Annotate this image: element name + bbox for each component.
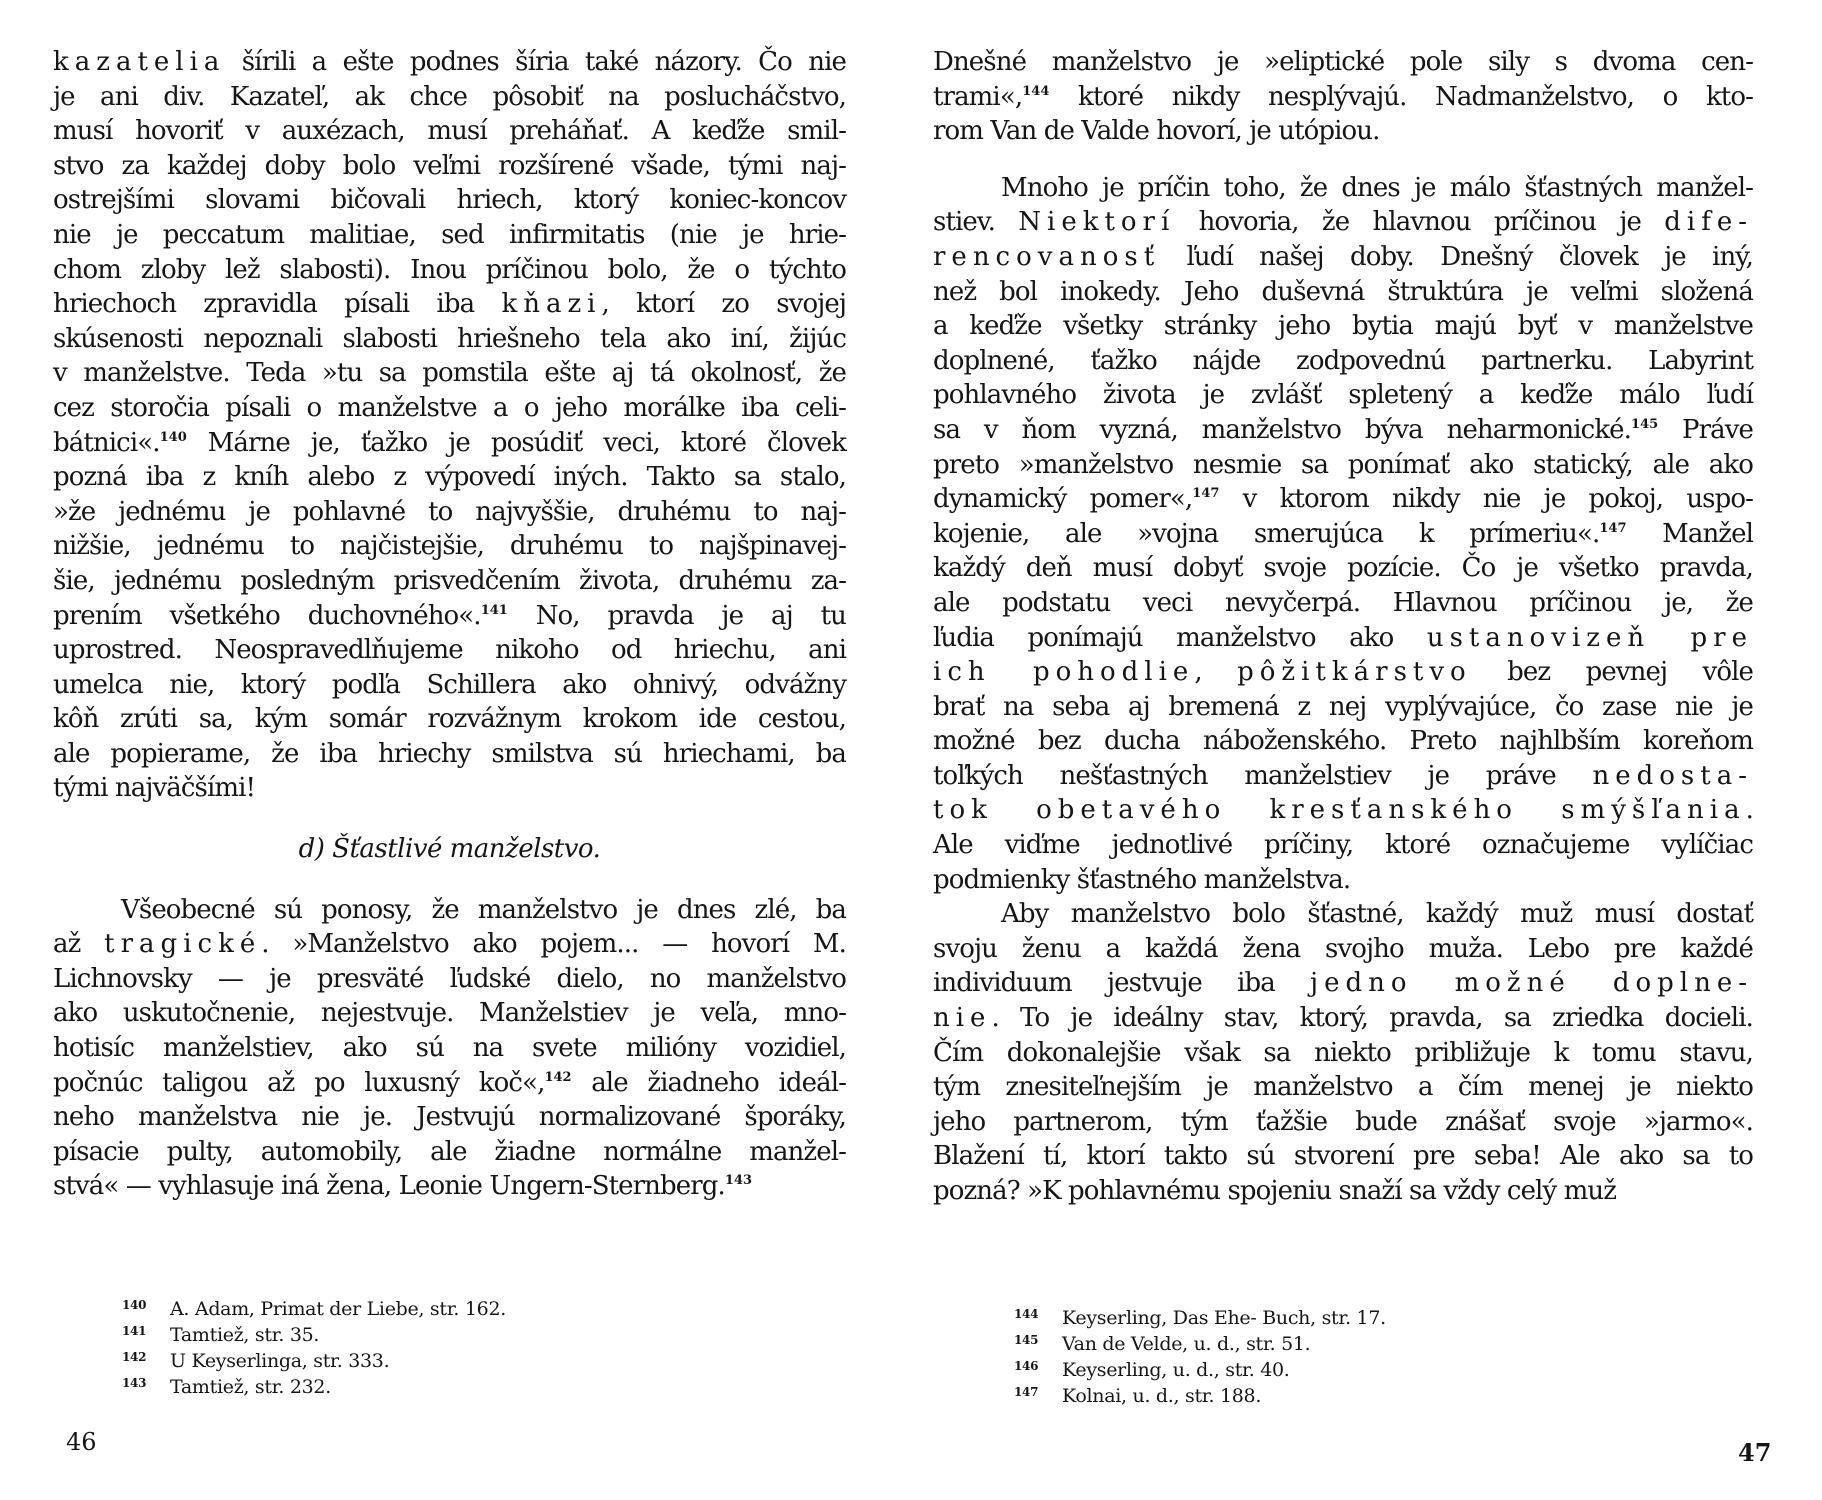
text-line: ako uskutočnenie, nejestvuje. Manželstiev je veľa, mno- <box>53 998 846 1029</box>
text-line <box>933 966 1753 1001</box>
footnote-reference[interactable]: 147 <box>1599 520 1627 536</box>
text-line <box>53 287 846 322</box>
footnote-number: 142 <box>122 1350 147 1364</box>
footnote-text: A. Adam, Primat der Liebe, str. 162. <box>170 1298 506 1320</box>
text-line <box>53 599 846 634</box>
text-run: až <box>53 929 105 960</box>
text-line: rom Van de Valde hovorí, je utópiou. <box>933 116 1380 147</box>
text-run: , ktorí zo svojej <box>601 289 847 320</box>
text-run: ale žiadneho ideál- <box>571 1067 846 1098</box>
footnote-reference[interactable]: 145 <box>1631 416 1659 432</box>
text-run: . To je ideálny stav, ktorý, pravda, sa zriedka docieli. <box>991 1003 1753 1034</box>
text-line: Mnoho je príčin toho, že dnes je málo šťastných manžel- <box>1001 172 1753 203</box>
text-run: kojenie, ale »vojna smerujúca k prímeriu«. <box>933 518 1600 549</box>
text-line: skúsenosti nepoznali slabosti hriešneho tela ako iní, žijúc <box>53 323 846 354</box>
text-line: kôň zrúti sa, kým somár rozvážnym krokom ide cestou, <box>53 704 846 735</box>
footnote-number: 143 <box>122 1376 147 1390</box>
text-line: v manželstve. Teda »tu sa pomstila ešte aj tá okolnosť, že <box>53 358 846 389</box>
page-number-left: 46 <box>66 1428 97 1456</box>
text-line <box>53 426 846 461</box>
text-line <box>933 240 1753 275</box>
text-run: trami«, <box>933 81 1023 112</box>
text-run: bez pevnej vôle <box>1471 657 1753 688</box>
text-run: stvá« — vyhlasuje iná žena, Leonie Ungern-Sternberg. <box>53 1171 725 1202</box>
text-line: »že jednému je pohlavné to najvyššie, druhému to naj- <box>53 496 846 527</box>
text-line <box>53 45 846 80</box>
text-line: svoju ženu a každá žena svojho muža. Lebo pre každé <box>933 933 1753 964</box>
text-run: , <box>1194 657 1238 688</box>
emphasized-spaced-text: tok obetavého kresťanského smýšľania <box>933 795 1746 826</box>
text-line: neho manželstva nie je. Jestvujú normalizované šporáky, <box>53 1102 846 1133</box>
right-paragraph-2 <box>933 171 1753 897</box>
text-line <box>53 1169 846 1204</box>
text-line: uprostred. Neospravedlňujeme nikoho od hriechu, ani <box>53 635 846 666</box>
text-run: počnúc taligou až po luxusný koč«, <box>53 1067 545 1098</box>
footnote <box>122 1320 506 1346</box>
text-line: Blažení tí, ktorí takto sú stvorení pre seba! Ale ako sa to <box>933 1141 1753 1172</box>
text-line: šie, jednému posledným prisvedčením života, druhému za- <box>53 565 846 596</box>
text-line: ale podstatu veci nevyčerpá. Hlavnou príčinou je, že <box>933 587 1753 618</box>
footnote-text: U Keyserlinga, str. 333. <box>170 1350 390 1372</box>
footnote-text: Van de Velde, u. d., str. 51. <box>1062 1333 1311 1355</box>
text-line: pohlavného života je zvlášť spletený a keďže málo ľudí <box>933 380 1753 411</box>
text-line <box>933 655 1753 690</box>
text-line <box>933 1001 1753 1036</box>
text-run: ľudia ponímajú manželstvo ako <box>933 622 1427 653</box>
footnote-reference[interactable]: 141 <box>480 602 508 618</box>
text-line: podmienky šťastného manželstva. <box>933 864 1351 895</box>
text-line <box>933 413 1753 448</box>
text-line <box>933 80 1753 115</box>
text-line: chom zloby lež slabosti). Inou príčinou bolo, že o týchto <box>53 254 846 285</box>
text-line: Ale viďme jednotlivé príčiny, ktoré označujeme vylíčiac <box>933 830 1753 861</box>
left-text-column <box>53 45 846 1204</box>
left-paragraph-2 <box>53 893 846 1204</box>
text-run: ľudí našej doby. Dnešný človek je iný, <box>1160 241 1753 272</box>
text-run: v ktorom nikdy nie je pokoj, uspo- <box>1219 484 1753 515</box>
text-line <box>933 517 1753 552</box>
footnote-text: Tamtiež, str. 232. <box>170 1376 331 1398</box>
text-run: hriechoch zpravidla písali iba <box>53 289 502 320</box>
footnote-number: 141 <box>122 1324 147 1338</box>
text-run: Práve <box>1658 414 1753 445</box>
left-paragraph-1 <box>53 45 846 806</box>
text-run: ktoré nikdy nesplývajú. Nadmanželstvo, o kto- <box>1049 81 1753 112</box>
text-line: tým znesiteľnejším je manželstvo a čím menej je niekto <box>933 1072 1753 1103</box>
text-line: nižšie, jednému to najčistejšie, druhému to najšpinavej- <box>53 531 846 562</box>
emphasized-spaced-text: nedosta- <box>1592 760 1753 791</box>
right-paragraph-1 <box>933 45 1753 149</box>
text-line: Čím dokonalejšie však sa niekto približuje k tomu stavu, <box>933 1037 1753 1068</box>
text-line <box>933 793 1753 828</box>
text-line: nie je peccatum malitiae, sed infirmitatis (nie je hrie- <box>53 219 846 250</box>
text-line: Aby manželstvo bolo šťastné, každý muž musí dostať <box>1001 899 1753 930</box>
footnote <box>122 1294 506 1320</box>
emphasized-spaced-text: kazatelia <box>53 47 226 77</box>
text-line: Všeobecné sú ponosy, že manželstvo je dnes zlé, ba <box>121 894 846 925</box>
text-line: Lichnovsky — je presväté ľudské dielo, no manželstvo <box>53 963 846 994</box>
footnote-text: Keyserling, Das Ehe- Buch, str. 17. <box>1062 1307 1386 1329</box>
right-footnotes <box>1014 1303 1386 1407</box>
text-line: Dnešné manželstvo je »eliptické pole sily s dvoma cen- <box>933 47 1753 77</box>
text-run: individuum jestvuje iba <box>933 968 1311 999</box>
emphasized-spaced-text: pôžitkárstvo <box>1237 657 1472 688</box>
text-line: preto »manželstvo nesmie sa ponímať ako statický, ale ako <box>933 449 1753 480</box>
text-line: písacie pulty, automobily, ale žiadne normálne manžel- <box>53 1136 846 1167</box>
text-line: musí hovoriť v auxézach, musí preháňať. A keďže smil- <box>53 116 846 147</box>
text-line: než bol inokedy. Jeho duševná štruktúra je veľmi složená <box>933 276 1753 307</box>
left-footnotes <box>122 1294 506 1398</box>
emphasized-spaced-text: kňazi <box>501 289 602 320</box>
text-line <box>933 621 1753 656</box>
text-run: . <box>1745 795 1753 826</box>
footnote-reference[interactable]: 143 <box>724 1173 753 1189</box>
footnote <box>1014 1329 1386 1355</box>
footnote <box>1014 1355 1386 1381</box>
footnote-text: Kolnai, u. d., str. 188. <box>1062 1385 1262 1407</box>
text-run: No, pravda je aj tu <box>507 600 846 631</box>
text-run: Márne je, ťažko je posúdiť veci, ktoré človek <box>186 427 846 458</box>
text-run: šírili a ešte podnes šíria také názory. Čo nie <box>225 47 846 77</box>
footnote-number: 140 <box>122 1298 147 1312</box>
emphasized-spaced-text: dife- <box>1664 207 1754 238</box>
footnote-text: Keyserling, u. d., str. 40. <box>1062 1359 1290 1381</box>
footnote-reference[interactable]: 140 <box>159 429 187 445</box>
text-line: ale popierame, že iba hriechy smilstva sú hriechami, ba <box>53 738 846 769</box>
text-run: Manžel <box>1626 518 1753 549</box>
emphasized-spaced-text: tragické <box>104 929 262 960</box>
emphasized-spaced-text: rencovanosť <box>933 241 1161 272</box>
text-run: hovoria, že hlavnou príčinou je <box>1175 207 1665 238</box>
footnote-number: 145 <box>1014 1333 1039 1347</box>
text-line: možné bez ducha náboženského. Preto najhlbším koreňom <box>933 726 1753 757</box>
right-paragraph-3 <box>933 897 1753 1208</box>
text-line <box>933 205 1753 240</box>
page-number-right: 47 <box>1738 1438 1772 1467</box>
text-line <box>53 1066 846 1101</box>
footnote-number: 146 <box>1014 1359 1039 1373</box>
text-run: sa v ňom vyzná, manželstvo býva neharmonické. <box>933 414 1632 445</box>
text-line: cez storočia písali o manželstve a o jeho morálke iba celi- <box>53 392 846 423</box>
footnote-number: 144 <box>1014 1307 1039 1321</box>
text-line: tými najväčšími! <box>53 773 256 804</box>
emphasized-spaced-text: jedno možné doplne- <box>1310 968 1753 999</box>
text-run: stiev. <box>933 207 1019 238</box>
text-line <box>53 927 846 962</box>
text-line: doplnené, ťažko nájde zodpovednú partnerku. Labyrint <box>933 345 1753 376</box>
text-run: bátnici«. <box>53 427 160 458</box>
text-run: . »Manželstvo ako pojem... — hovorí M. <box>261 929 847 960</box>
text-line: pozná iba z kníh alebo z výpovedí iných. Takto sa stalo, <box>53 462 846 493</box>
footnote-text: Tamtiež, str. 35. <box>170 1324 320 1346</box>
section-heading: d) Šťastlivé manželstvo. <box>298 834 601 865</box>
text-run: toľkých nešťastných manželstiev je práve <box>933 760 1593 791</box>
text-run: dynamický pomer«, <box>933 484 1193 515</box>
footnote-reference[interactable]: 144 <box>1022 83 1050 99</box>
emphasized-spaced-text: ich pohodlie <box>933 657 1195 688</box>
right-text-column <box>933 45 1753 1209</box>
footnote-reference[interactable]: 142 <box>544 1069 572 1085</box>
paragraph-gap <box>933 149 1753 171</box>
text-line <box>933 759 1753 794</box>
text-line: umelca nie, ktorý podľa Schillera ako ohnivý, odvážny <box>53 669 846 700</box>
emphasized-spaced-text: ustanovizeň pre <box>1426 622 1753 653</box>
text-line: je ani div. Kazateľ, ak chce pôsobiť na poslucháčstvo, <box>53 81 846 112</box>
footnote <box>1014 1381 1386 1407</box>
right-page <box>911 0 1822 1500</box>
text-run: prením všetkého duchovného«. <box>53 600 481 631</box>
text-line: brať na seba aj bremená z nej vyplývajúce, čo zase nie je <box>933 691 1753 722</box>
text-line: pozná? »K pohlavnému spojeniu snaží sa vždy celý muž <box>933 1176 1617 1206</box>
footnote-reference[interactable]: 147 <box>1192 486 1220 502</box>
text-line: jeho partnerom, tým ťažšie bude znášať svoje »jarmo«. <box>933 1106 1753 1137</box>
text-line: ostrejšími slovami bičovali hriech, ktorý koniec-koncov <box>53 185 846 216</box>
emphasized-spaced-text: nie <box>933 1003 992 1034</box>
text-line: každý deň musí dobyť svoje pozície. Čo je všetko pravda, <box>933 553 1753 584</box>
emphasized-spaced-text: Niektorí <box>1018 207 1176 238</box>
text-line: hotisíc manželstiev, ako sú na svete milióny vozidiel, <box>53 1033 846 1064</box>
footnote <box>122 1372 506 1398</box>
footnote <box>1014 1303 1386 1329</box>
text-line: a keďže všetky stránky jeho bytia majú byť v manželstve <box>933 311 1753 342</box>
text-line <box>933 482 1753 517</box>
footnote-number: 147 <box>1014 1385 1039 1399</box>
text-line: stvo za každej doby bolo veľmi rozšírené všade, tými naj- <box>53 150 846 181</box>
footnote <box>122 1346 506 1372</box>
